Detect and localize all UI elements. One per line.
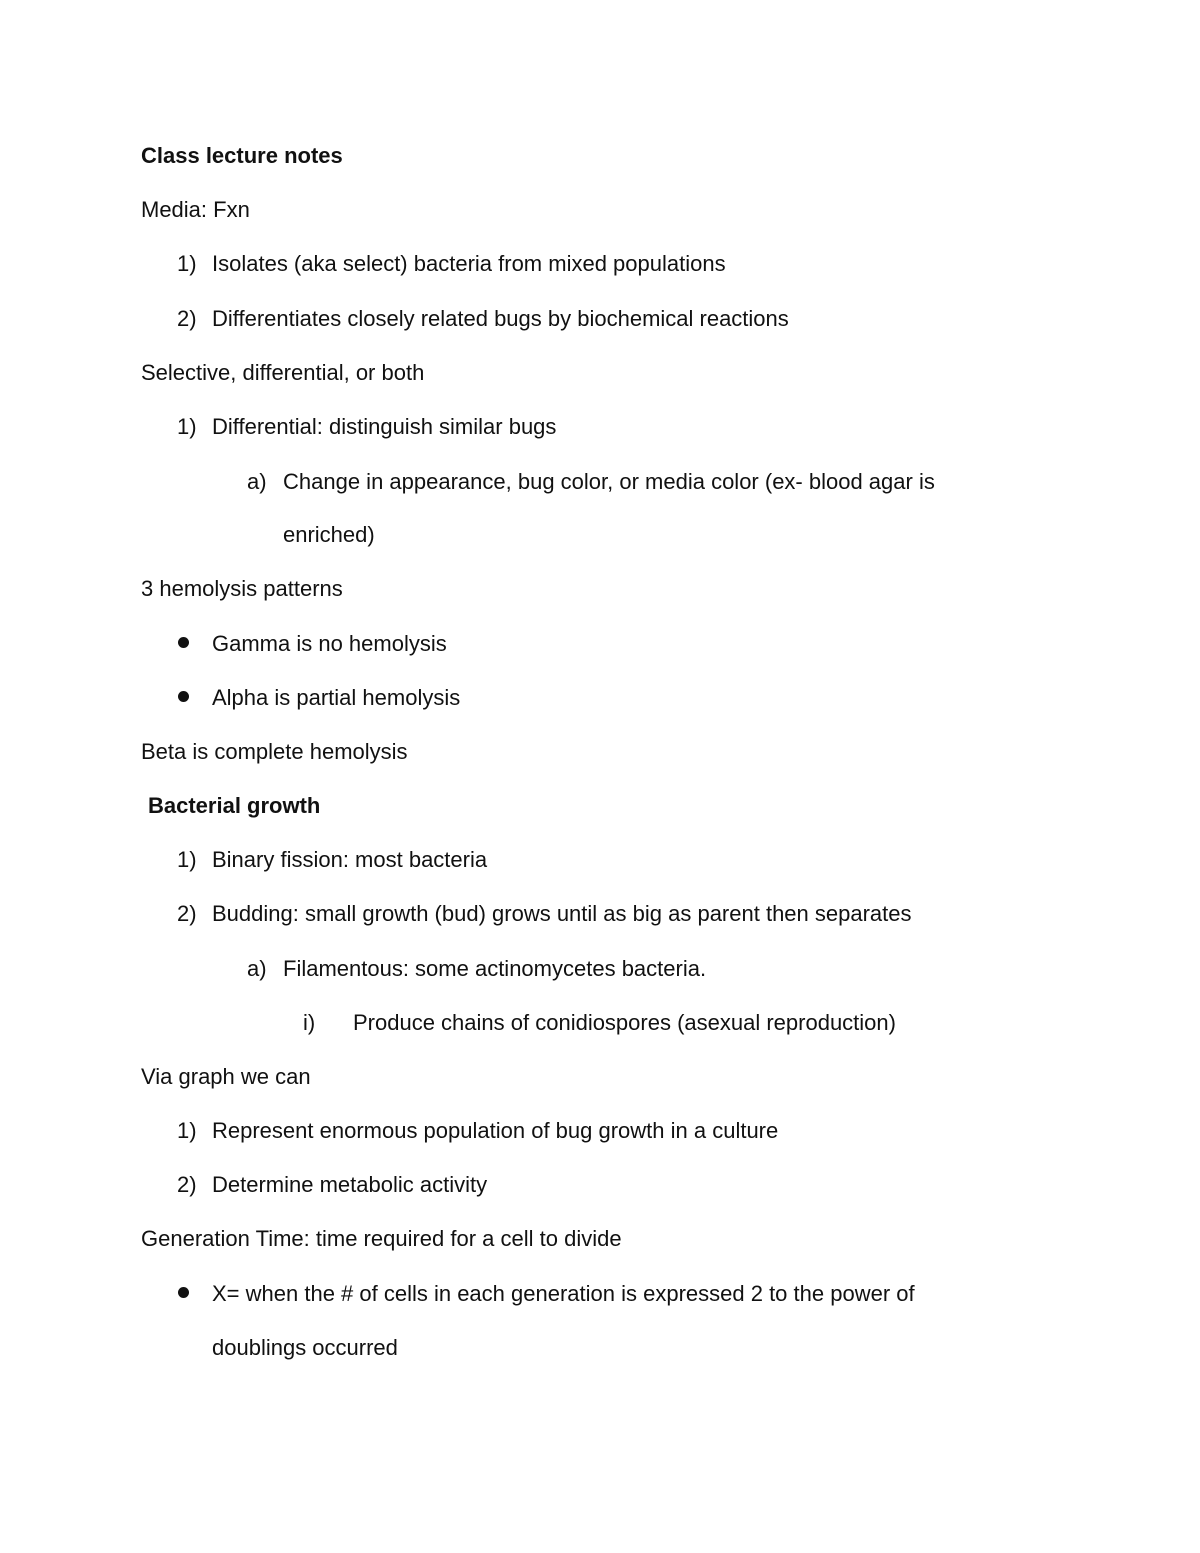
list-marker: 1) <box>177 414 197 439</box>
list-marker: i) <box>303 1010 316 1035</box>
bullet-dot-icon <box>178 1287 189 1298</box>
list-marker: 2) <box>177 306 197 331</box>
list-item-text: Budding: small growth (bud) grows until as big as parent then separates <box>212 901 912 926</box>
list-item-text: Filamentous: some actinomycetes bacteria. <box>283 956 707 981</box>
media-heading: Media: Fxn <box>141 197 250 222</box>
graph-heading: Via graph we can <box>141 1064 311 1089</box>
list-item-text: Determine metabolic activity <box>212 1172 488 1197</box>
list-item-text-continued: enriched) <box>283 522 375 547</box>
bullet-item-text-continued: doublings occurred <box>212 1335 398 1360</box>
list-item-text: Produce chains of conidiospores (asexual reproduction) <box>353 1010 896 1035</box>
selective-heading: Selective, differential, or both <box>141 360 425 385</box>
page-title: Class lecture notes <box>141 143 343 168</box>
generation-time-heading: Generation Time: time required for a cell to divide <box>141 1226 622 1251</box>
list-marker: 2) <box>177 1172 197 1197</box>
beta-hemolysis-line: Beta is complete hemolysis <box>141 739 408 764</box>
list-marker: a) <box>247 469 267 494</box>
list-item-text: Change in appearance, bug color, or media color (ex- blood agar is <box>283 469 935 494</box>
list-marker: 1) <box>177 251 197 276</box>
list-item-text: Represent enormous population of bug growth in a culture <box>212 1118 779 1143</box>
bullet-item-text: X= when the # of cells in each generation is expressed 2 to the power of <box>212 1281 915 1306</box>
bullet-dot-icon <box>178 691 189 702</box>
hemolysis-heading: 3 hemolysis patterns <box>141 576 343 601</box>
list-marker: 2) <box>177 901 197 926</box>
bullet-dot-icon <box>178 637 189 648</box>
bullet-item-text: Gamma is no hemolysis <box>212 631 447 656</box>
list-item-text: Binary fission: most bacteria <box>212 847 488 872</box>
list-item-text: Differentiates closely related bugs by biochemical reactions <box>212 306 789 331</box>
bullet-item-text: Alpha is partial hemolysis <box>212 685 461 710</box>
list-item-text: Isolates (aka select) bacteria from mixed populations <box>212 251 726 276</box>
list-item-text: Differential: distinguish similar bugs <box>212 414 557 439</box>
list-marker: 1) <box>177 847 197 872</box>
list-marker: a) <box>247 956 267 981</box>
growth-heading: Bacterial growth <box>148 793 321 818</box>
list-marker: 1) <box>177 1118 197 1143</box>
